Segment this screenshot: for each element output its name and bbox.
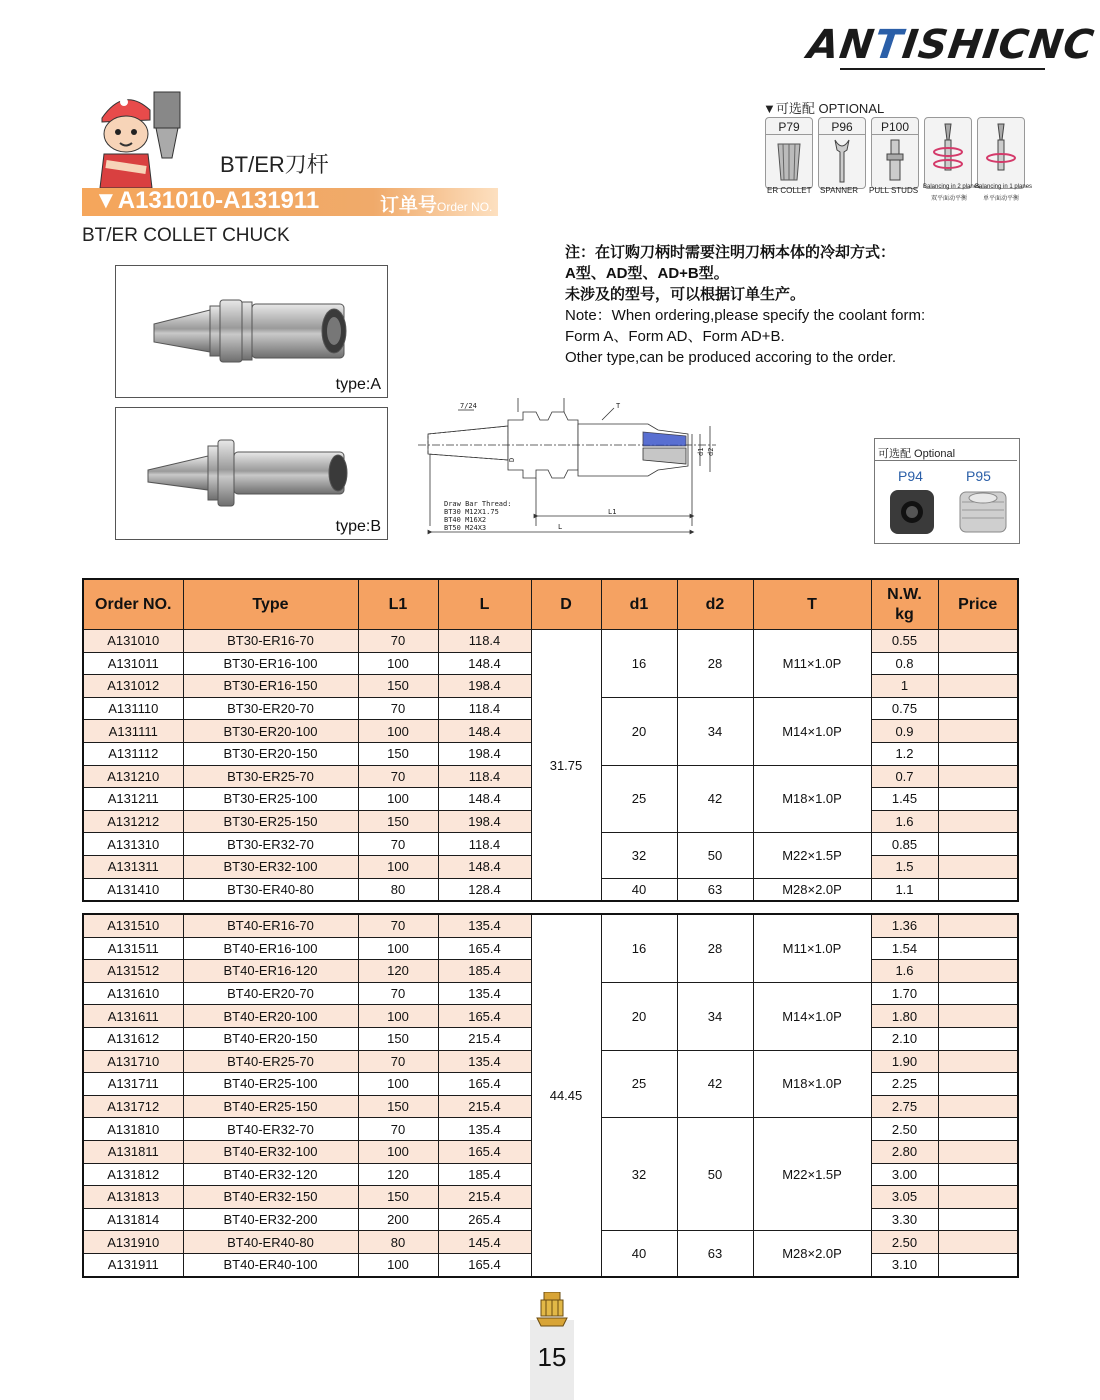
er-collet-icon (766, 136, 812, 188)
order-no-cell: A131910 (83, 1231, 183, 1254)
optional-item-balancing-2-planes[interactable] (924, 117, 972, 189)
pull-stud-icon (872, 136, 918, 188)
l1-cell: 120 (358, 960, 438, 983)
optional-caption: SPANNER (820, 186, 859, 195)
nw-cell: 1.90 (871, 1050, 938, 1073)
l-cell: 118.4 (438, 765, 531, 788)
balancing-icon (925, 118, 971, 188)
nw-cell: 1.45 (871, 788, 938, 811)
type-cell: BT30-ER25-100 (183, 788, 358, 811)
nw-cell: 3.05 (871, 1186, 938, 1209)
d1-cell: 40 (601, 1231, 677, 1277)
l1-cell: 150 (358, 1186, 438, 1209)
nw-cell: 0.8 (871, 652, 938, 675)
nw-cell: 2.75 (871, 1095, 938, 1118)
d1-cell: 16 (601, 914, 677, 982)
nw-cell: 1.36 (871, 914, 938, 937)
d1-cell: 40 (601, 878, 677, 901)
spec-table-bt40 (82, 913, 1019, 1278)
table-row[interactable] (83, 630, 1018, 653)
l-cell: 198.4 (438, 675, 531, 698)
l1-cell: 70 (358, 630, 438, 653)
note-line: A型、AD型、AD+B型。 (565, 265, 729, 282)
ordering-note (565, 242, 925, 368)
nw-cell: 1 (871, 675, 938, 698)
d1-cell: 32 (601, 833, 677, 878)
d2-cell: 28 (677, 630, 753, 698)
nw-cell: 3.30 (871, 1208, 938, 1231)
l1-cell: 150 (358, 1027, 438, 1050)
l-cell: 148.4 (438, 855, 531, 878)
d-cell: 44.45 (531, 914, 601, 1277)
nw-cell: 0.7 (871, 765, 938, 788)
l1-cell: 100 (358, 652, 438, 675)
order-no-cell: A131010 (83, 630, 183, 653)
type-cell: BT30-ER20-150 (183, 742, 358, 765)
l-cell: 165.4 (438, 1140, 531, 1163)
d2-cell: 34 (677, 697, 753, 765)
t-cell: M22×1.5P (753, 1118, 871, 1231)
nw-cell: 0.75 (871, 697, 938, 720)
type-cell: BT40-ER16-70 (183, 914, 358, 937)
collet-nuts-icon (884, 484, 1014, 540)
l-cell: 148.4 (438, 720, 531, 743)
l1-cell: 100 (358, 1073, 438, 1096)
order-no-cell: A131911 (83, 1253, 183, 1276)
l-cell: 135.4 (438, 1050, 531, 1073)
col-header-t: T (753, 579, 871, 630)
order-no-cell: A131710 (83, 1050, 183, 1073)
col-header-price: Price (938, 579, 1018, 630)
price-cell (938, 914, 1018, 937)
optional-item-er-collet[interactable] (765, 117, 813, 189)
t-cell: M28×2.0P (753, 878, 871, 901)
order-no-cell: A131110 (83, 697, 183, 720)
price-cell (938, 1050, 1018, 1073)
note-line: 注：在订购刀柄时需要注明刀柄本体的冷却方式： (565, 244, 896, 261)
optional-nuts-title: 可选配 Optional (878, 448, 956, 460)
l-cell: 118.4 (438, 630, 531, 653)
l1-cell: 150 (358, 675, 438, 698)
type-cell: BT30-ER32-70 (183, 833, 358, 856)
l-cell: 215.4 (438, 1186, 531, 1209)
d1-cell: 20 (601, 697, 677, 765)
optional-item-code: P79 (766, 120, 812, 135)
l1-cell: 80 (358, 1231, 438, 1254)
col-header-d1: d1 (601, 579, 677, 630)
order-no-cell: A131510 (83, 914, 183, 937)
l-cell: 265.4 (438, 1208, 531, 1231)
l-cell: 185.4 (438, 1163, 531, 1186)
nw-cell: 1.5 (871, 855, 938, 878)
l-cell: 128.4 (438, 878, 531, 901)
l1-cell: 100 (358, 855, 438, 878)
l1-cell: 150 (358, 742, 438, 765)
technical-drawing (418, 398, 718, 538)
col-header-l1: L1 (358, 579, 438, 630)
nw-unit: kg (895, 605, 914, 623)
table-body (83, 630, 1018, 902)
col-header-l: L (438, 579, 531, 630)
p94-code[interactable]: P94 (898, 468, 923, 484)
order-no-cell: A131711 (83, 1073, 183, 1096)
page-number: 15 (537, 1342, 567, 1372)
t-label: T (616, 402, 621, 410)
d2-cell: 50 (677, 833, 753, 878)
l1-cell: 70 (358, 833, 438, 856)
order-no-cell: A131813 (83, 1186, 183, 1209)
type-a-label: type:A (335, 376, 381, 393)
price-cell (938, 1005, 1018, 1028)
optional-caption: Balancing in 2 planes (923, 184, 981, 190)
price-cell (938, 788, 1018, 811)
l1-cell: 200 (358, 1208, 438, 1231)
nw-line: N.W. (887, 585, 922, 603)
l-cell: 135.4 (438, 914, 531, 937)
l1-cell: 100 (358, 788, 438, 811)
order-no-cell: A131410 (83, 878, 183, 901)
type-b-label: type:B (335, 518, 381, 535)
nw-cell: 2.25 (871, 1073, 938, 1096)
d-cell: 31.75 (531, 630, 601, 902)
d1-cell: 25 (601, 765, 677, 833)
type-cell: BT40-ER16-100 (183, 937, 358, 960)
order-no-cell: A131311 (83, 855, 183, 878)
type-cell: BT40-ER25-150 (183, 1095, 358, 1118)
type-cell: BT40-ER16-120 (183, 960, 358, 983)
col-header-d2: d2 (677, 579, 753, 630)
price-cell (938, 765, 1018, 788)
l1-cell: 150 (358, 810, 438, 833)
optional-item-balancing-1-plane[interactable] (977, 117, 1025, 189)
d2-cell: 50 (677, 1118, 753, 1231)
taper-label: 7/24 (460, 402, 477, 410)
t-cell: M18×1.0P (753, 765, 871, 833)
type-cell: BT40-ER25-100 (183, 1073, 358, 1096)
price-cell (938, 630, 1018, 653)
order-no-cell: A131610 (83, 982, 183, 1005)
nw-cell: 0.55 (871, 630, 938, 653)
l-cell: 118.4 (438, 833, 531, 856)
nw-cell: 3.00 (871, 1163, 938, 1186)
price-cell (938, 1231, 1018, 1254)
brand-logo (805, 22, 1097, 68)
type-cell: BT40-ER32-120 (183, 1163, 358, 1186)
type-cell: BT40-ER32-70 (183, 1118, 358, 1141)
price-cell (938, 675, 1018, 698)
col-header-type: Type (183, 579, 358, 630)
thread-line: BT40 M16X2 (444, 516, 487, 524)
t-cell: M22×1.5P (753, 833, 871, 878)
price-cell (938, 1073, 1018, 1096)
l1-cell: 70 (358, 982, 438, 1005)
price-cell (938, 833, 1018, 856)
price-cell (938, 960, 1018, 983)
heading-title-cn: BT/ER刀杆 (220, 152, 329, 177)
d1-cell: 25 (601, 1050, 677, 1118)
t-cell: M14×1.0P (753, 982, 871, 1050)
order-no-label (380, 190, 492, 217)
nw-cell: 1.6 (871, 960, 938, 983)
type-cell: BT40-ER32-100 (183, 1140, 358, 1163)
d1-cell: 32 (601, 1118, 677, 1231)
note-line: 未涉及的型号，可以根据订单生产。 (565, 286, 806, 303)
d1-label: d1 (697, 447, 705, 456)
type-cell: BT40-ER20-70 (183, 982, 358, 1005)
l-cell: 215.4 (438, 1027, 531, 1050)
optional-caption: ER COLLET (767, 186, 812, 195)
chuck-icon (535, 1292, 569, 1328)
note-line: Form A、Form AD、Form AD+B. (565, 328, 785, 345)
order-no-cn: 订单号 (380, 195, 438, 216)
optional-caption-cn: 双平面动平衡 (931, 196, 968, 202)
l1-cell: 100 (358, 1005, 438, 1028)
product-photo-type-a (115, 265, 388, 398)
price-cell (938, 1163, 1018, 1186)
spanner-icon (819, 136, 865, 188)
l-cell: 148.4 (438, 788, 531, 811)
price-cell (938, 1140, 1018, 1163)
optional-item-code: P96 (819, 120, 865, 135)
optional-caption-cn: 单平面动平衡 (983, 196, 1020, 202)
order-no-cell: A131811 (83, 1140, 183, 1163)
nw-cell: 1.54 (871, 937, 938, 960)
brand-part: ISHICNC (899, 22, 1098, 68)
l1-cell: 150 (358, 1095, 438, 1118)
type-cell: BT40-ER40-100 (183, 1253, 358, 1276)
t-cell: M11×1.0P (753, 630, 871, 698)
price-cell (938, 937, 1018, 960)
price-cell (938, 878, 1018, 901)
price-cell (938, 742, 1018, 765)
l-cell: 165.4 (438, 1005, 531, 1028)
l1-label: L1 (608, 508, 617, 516)
p95-code[interactable]: P95 (966, 468, 991, 484)
order-no-cell: A131814 (83, 1208, 183, 1231)
nw-cell: 1.6 (871, 810, 938, 833)
l1-cell: 70 (358, 914, 438, 937)
nw-cell: 0.9 (871, 720, 938, 743)
d2-label: d2 (707, 447, 715, 456)
price-cell (938, 652, 1018, 675)
d2-cell: 34 (677, 982, 753, 1050)
t-cell: M18×1.0P (753, 1050, 871, 1118)
l-cell: 135.4 (438, 982, 531, 1005)
type-cell: BT40-ER25-70 (183, 1050, 358, 1073)
order-no-cell: A131112 (83, 742, 183, 765)
price-cell (938, 855, 1018, 878)
type-cell: BT40-ER20-100 (183, 1005, 358, 1028)
optional-title: ▼可选配 OPTIONAL (763, 101, 885, 116)
product-photo-type-b (115, 407, 388, 540)
col-header-order: Order NO. (83, 579, 183, 630)
type-cell: BT40-ER32-200 (183, 1208, 358, 1231)
table-body (83, 914, 1018, 1277)
l-cell: 198.4 (438, 810, 531, 833)
d2-cell: 63 (677, 878, 753, 901)
optional-caption: PULL STUDS (869, 186, 919, 195)
heading-title-en: BT/ER COLLET CHUCK (82, 225, 290, 246)
price-cell (938, 720, 1018, 743)
order-no-cell: A131611 (83, 1005, 183, 1028)
col-header-nw (871, 579, 938, 630)
spec-table-bt30 (82, 578, 1019, 902)
l-cell: 165.4 (438, 1073, 531, 1096)
price-cell (938, 697, 1018, 720)
brand-part: T (871, 22, 906, 68)
nw-cell: 2.50 (871, 1118, 938, 1141)
type-cell: BT40-ER40-80 (183, 1231, 358, 1254)
order-no-cell: A131812 (83, 1163, 183, 1186)
l1-cell: 70 (358, 1050, 438, 1073)
brand-underline (840, 66, 1060, 72)
order-no-cell: A131211 (83, 788, 183, 811)
divider (875, 460, 1017, 461)
order-no-cell: A131012 (83, 675, 183, 698)
order-no-cell: A131512 (83, 960, 183, 983)
type-cell: BT40-ER32-150 (183, 1186, 358, 1209)
order-no-cell: A131212 (83, 810, 183, 833)
l1-cell: 120 (358, 1163, 438, 1186)
optional-item-spanner[interactable] (818, 117, 866, 189)
type-cell: BT30-ER16-70 (183, 630, 358, 653)
nw-cell: 1.1 (871, 878, 938, 901)
type-cell: BT30-ER16-150 (183, 675, 358, 698)
order-no-cell: A131111 (83, 720, 183, 743)
order-no-cell: A131810 (83, 1118, 183, 1141)
price-cell (938, 1208, 1018, 1231)
nw-cell: 0.85 (871, 833, 938, 856)
l-cell: 165.4 (438, 1253, 531, 1276)
order-no-cell: A131612 (83, 1027, 183, 1050)
type-cell: BT30-ER25-150 (183, 810, 358, 833)
optional-caption: Balancing in 1 planes (975, 184, 1033, 190)
l-cell: 215.4 (438, 1095, 531, 1118)
type-cell: BT30-ER20-70 (183, 697, 358, 720)
order-range: ▼A131010-A131911 (94, 187, 320, 214)
type-cell: BT30-ER32-100 (183, 855, 358, 878)
d1-cell: 16 (601, 630, 677, 698)
optional-item-code: P100 (872, 120, 918, 135)
type-cell: BT40-ER20-150 (183, 1027, 358, 1050)
price-cell (938, 1095, 1018, 1118)
thread-title: Draw Bar Thread: (444, 500, 512, 508)
order-no-cell: A131712 (83, 1095, 183, 1118)
l-cell: 135.4 (438, 1118, 531, 1141)
note-line: Other type,can be produced accoring to the order. (565, 349, 897, 366)
price-cell (938, 1253, 1018, 1276)
l-cell: 165.4 (438, 937, 531, 960)
balancing-icon (978, 118, 1024, 188)
d2-cell: 63 (677, 1231, 753, 1277)
order-no-cell: A131011 (83, 652, 183, 675)
d2-cell: 28 (677, 914, 753, 982)
d-label: D (508, 457, 516, 462)
l1-cell: 100 (358, 937, 438, 960)
nw-cell: 2.80 (871, 1140, 938, 1163)
l1-cell: 100 (358, 1253, 438, 1276)
t-cell: M11×1.0P (753, 914, 871, 982)
price-cell (938, 1118, 1018, 1141)
order-no-cell: A131511 (83, 937, 183, 960)
type-cell: BT30-ER40-80 (183, 878, 358, 901)
table-row[interactable] (83, 914, 1018, 937)
l1-cell: 100 (358, 1140, 438, 1163)
note-line: Note：When ordering,please specify the coolant form: (565, 307, 926, 324)
order-no-cell: A131210 (83, 765, 183, 788)
nw-cell: 1.80 (871, 1005, 938, 1028)
l1-cell: 70 (358, 765, 438, 788)
l-cell: 145.4 (438, 1231, 531, 1254)
d1-cell: 20 (601, 982, 677, 1050)
t-cell: M28×2.0P (753, 1231, 871, 1277)
optional-item-pull-studs[interactable] (871, 117, 919, 189)
l-cell: 118.4 (438, 697, 531, 720)
thread-line: BT30 M12X1.75 (444, 508, 499, 516)
l-cell: 198.4 (438, 742, 531, 765)
col-header-d: D (531, 579, 601, 630)
nw-cell: 1.2 (871, 742, 938, 765)
nw-cell: 2.50 (871, 1231, 938, 1254)
type-cell: BT30-ER16-100 (183, 652, 358, 675)
price-cell (938, 1027, 1018, 1050)
l1-cell: 70 (358, 697, 438, 720)
order-no-en: Order NO. (437, 200, 493, 214)
nw-cell: 3.10 (871, 1253, 938, 1276)
l-cell: 148.4 (438, 652, 531, 675)
price-cell (938, 982, 1018, 1005)
brand-part: AN (804, 22, 878, 68)
l1-cell: 80 (358, 878, 438, 901)
thread-line: BT50 M24X3 (444, 524, 487, 532)
order-no-cell: A131310 (83, 833, 183, 856)
price-cell (938, 1186, 1018, 1209)
nw-cell: 2.10 (871, 1027, 938, 1050)
t-cell: M14×1.0P (753, 697, 871, 765)
l1-cell: 70 (358, 1118, 438, 1141)
l-label: L (558, 523, 563, 531)
d2-cell: 42 (677, 765, 753, 833)
nw-cell: 1.70 (871, 982, 938, 1005)
l-cell: 185.4 (438, 960, 531, 983)
type-cell: BT30-ER25-70 (183, 765, 358, 788)
price-cell (938, 810, 1018, 833)
mascot-illustration (96, 88, 200, 188)
d2-cell: 42 (677, 1050, 753, 1118)
optional-accessories-strip (765, 117, 1033, 203)
type-cell: BT30-ER20-100 (183, 720, 358, 743)
l1-cell: 100 (358, 720, 438, 743)
